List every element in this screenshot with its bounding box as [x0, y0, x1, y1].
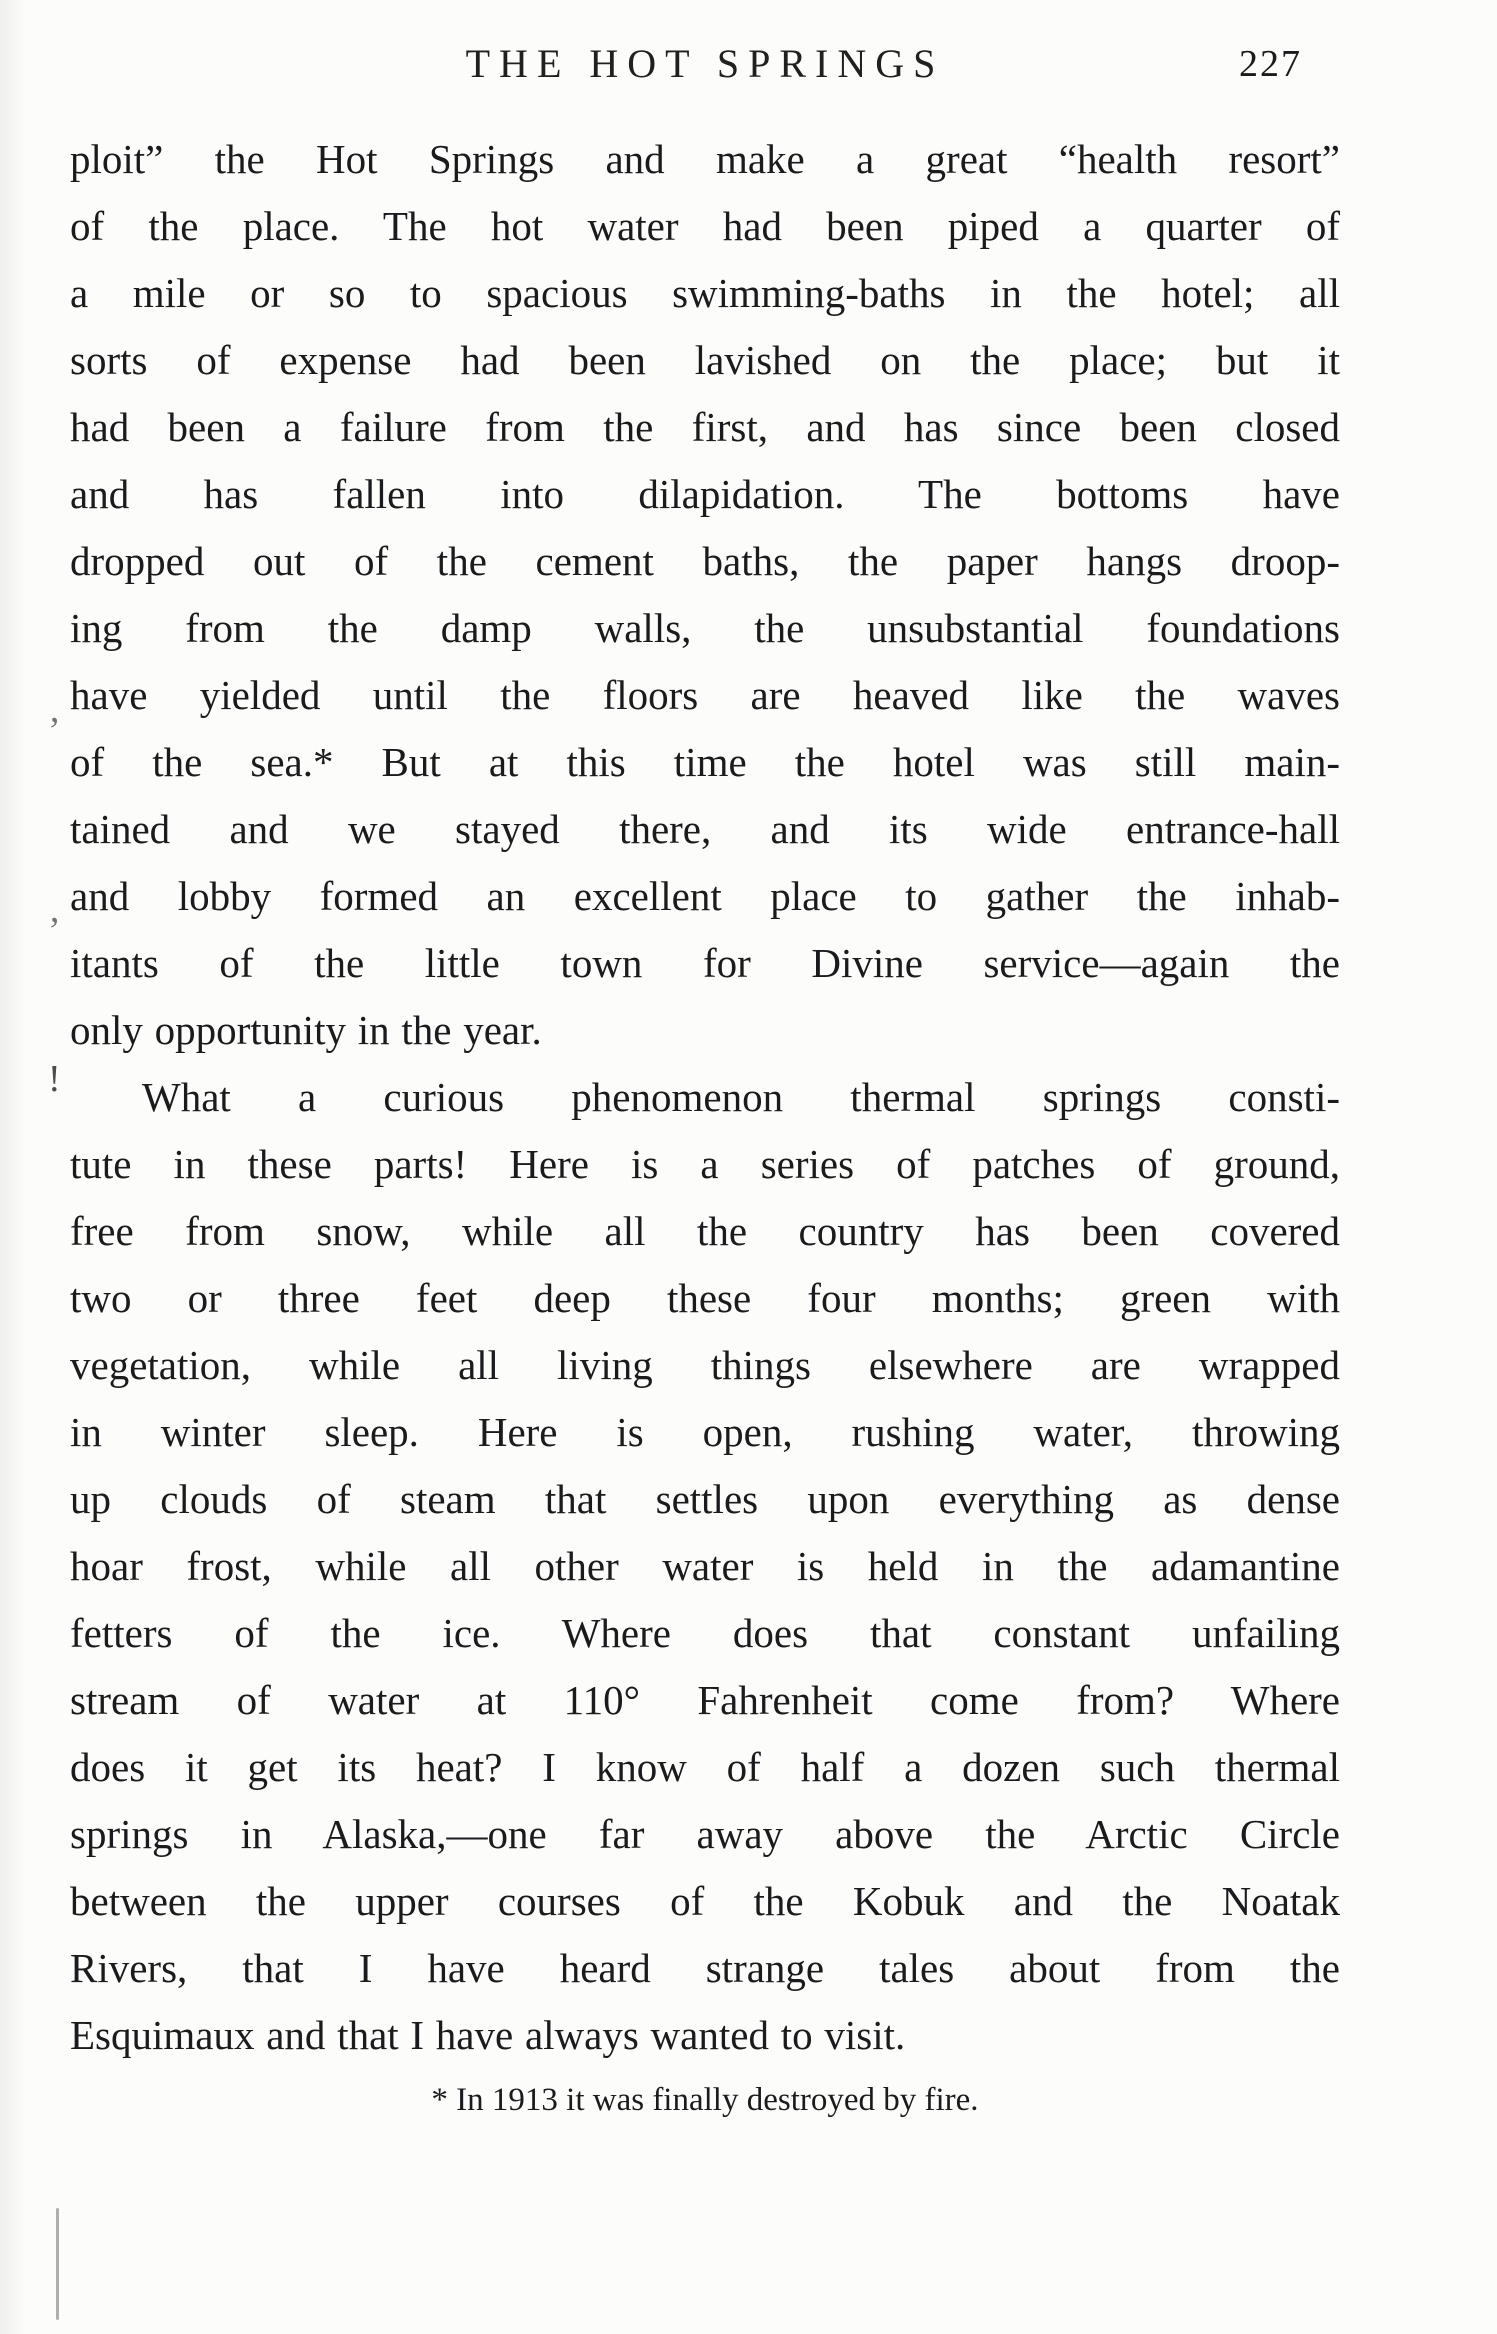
- scan-artifact-mark: ’: [48, 710, 61, 752]
- footnote: * In 1913 it was finally destroyed by fire.: [431, 2082, 979, 2118]
- text-line: between the upper courses of the Kobuk and the Noatak: [70, 1878, 1340, 1924]
- text-line: hoar frost, while all other water is held in the adamantine: [70, 1543, 1340, 1589]
- scan-artifact-mark: !: [48, 1058, 61, 1100]
- running-title: THE HOT SPRINGS: [465, 41, 945, 86]
- text-line: Esquimaux and that I have always wanted to visit.: [70, 2012, 906, 2058]
- text-line: itants of the little town for Divine service—again the: [70, 940, 1340, 986]
- text-line: two or three feet deep these four months; green with: [70, 1275, 1340, 1321]
- text-line: tained and we stayed there, and its wide entrance-hall: [70, 806, 1340, 852]
- text-line: in winter sleep. Here is open, rushing water, throwing: [70, 1409, 1340, 1455]
- page-header: [70, 40, 1340, 100]
- text-line: and lobby formed an excellent place to gather the inhab-: [70, 873, 1340, 919]
- text-line: fetters of the ice. Where does that constant unfailing: [70, 1610, 1340, 1656]
- text-line: ploit” the Hot Springs and make a great “health resort”: [70, 136, 1340, 182]
- binding-shadow: [56, 2208, 59, 2320]
- text-line: only opportunity in the year.: [70, 1007, 542, 1053]
- text-line: of the place. The hot water had been piped a quarter of: [70, 203, 1340, 249]
- text-line: a mile or so to spacious swimming-baths in the hotel; all: [70, 270, 1340, 316]
- text-line: stream of water at 110° Fahrenheit come from? Where: [70, 1677, 1340, 1723]
- page-number: 227: [1239, 43, 1302, 85]
- text-line: up clouds of steam that settles upon everything as dense: [70, 1476, 1340, 1522]
- text-line: vegetation, while all living things elsewhere are wrapped: [70, 1342, 1340, 1388]
- paragraph-1: [70, 126, 1340, 1064]
- text-line: Rivers, that I have heard strange tales about from the: [70, 1945, 1340, 1991]
- text-line: tute in these parts! Here is a series of patches of ground,: [70, 1141, 1340, 1187]
- text-line: sorts of expense had been lavished on the place; but it: [70, 337, 1340, 383]
- scan-artifact-mark: ’: [48, 910, 61, 952]
- text-line: does it get its heat? I know of half a dozen such thermal: [70, 1744, 1340, 1790]
- paragraph-2: [70, 1064, 1340, 2069]
- text-line: of the sea.* But at this time the hotel was still main-: [70, 739, 1340, 785]
- text-line: and has fallen into dilapidation. The bottoms have: [70, 471, 1340, 517]
- text-line: have yielded until the floors are heaved like the waves: [70, 672, 1340, 718]
- text-block: [70, 126, 1340, 2069]
- text-line: springs in Alaska,—one far away above the Arctic Circle: [70, 1811, 1340, 1857]
- text-line: ing from the damp walls, the unsubstantial foundations: [70, 605, 1340, 651]
- text-line: free from snow, while all the country has been covered: [70, 1208, 1340, 1254]
- text-line: What a curious phenomenon thermal springs consti-: [142, 1074, 1340, 1120]
- text-line: had been a failure from the first, and has since been closed: [70, 404, 1340, 450]
- text-line: dropped out of the cement baths, the paper hangs droop-: [70, 538, 1340, 584]
